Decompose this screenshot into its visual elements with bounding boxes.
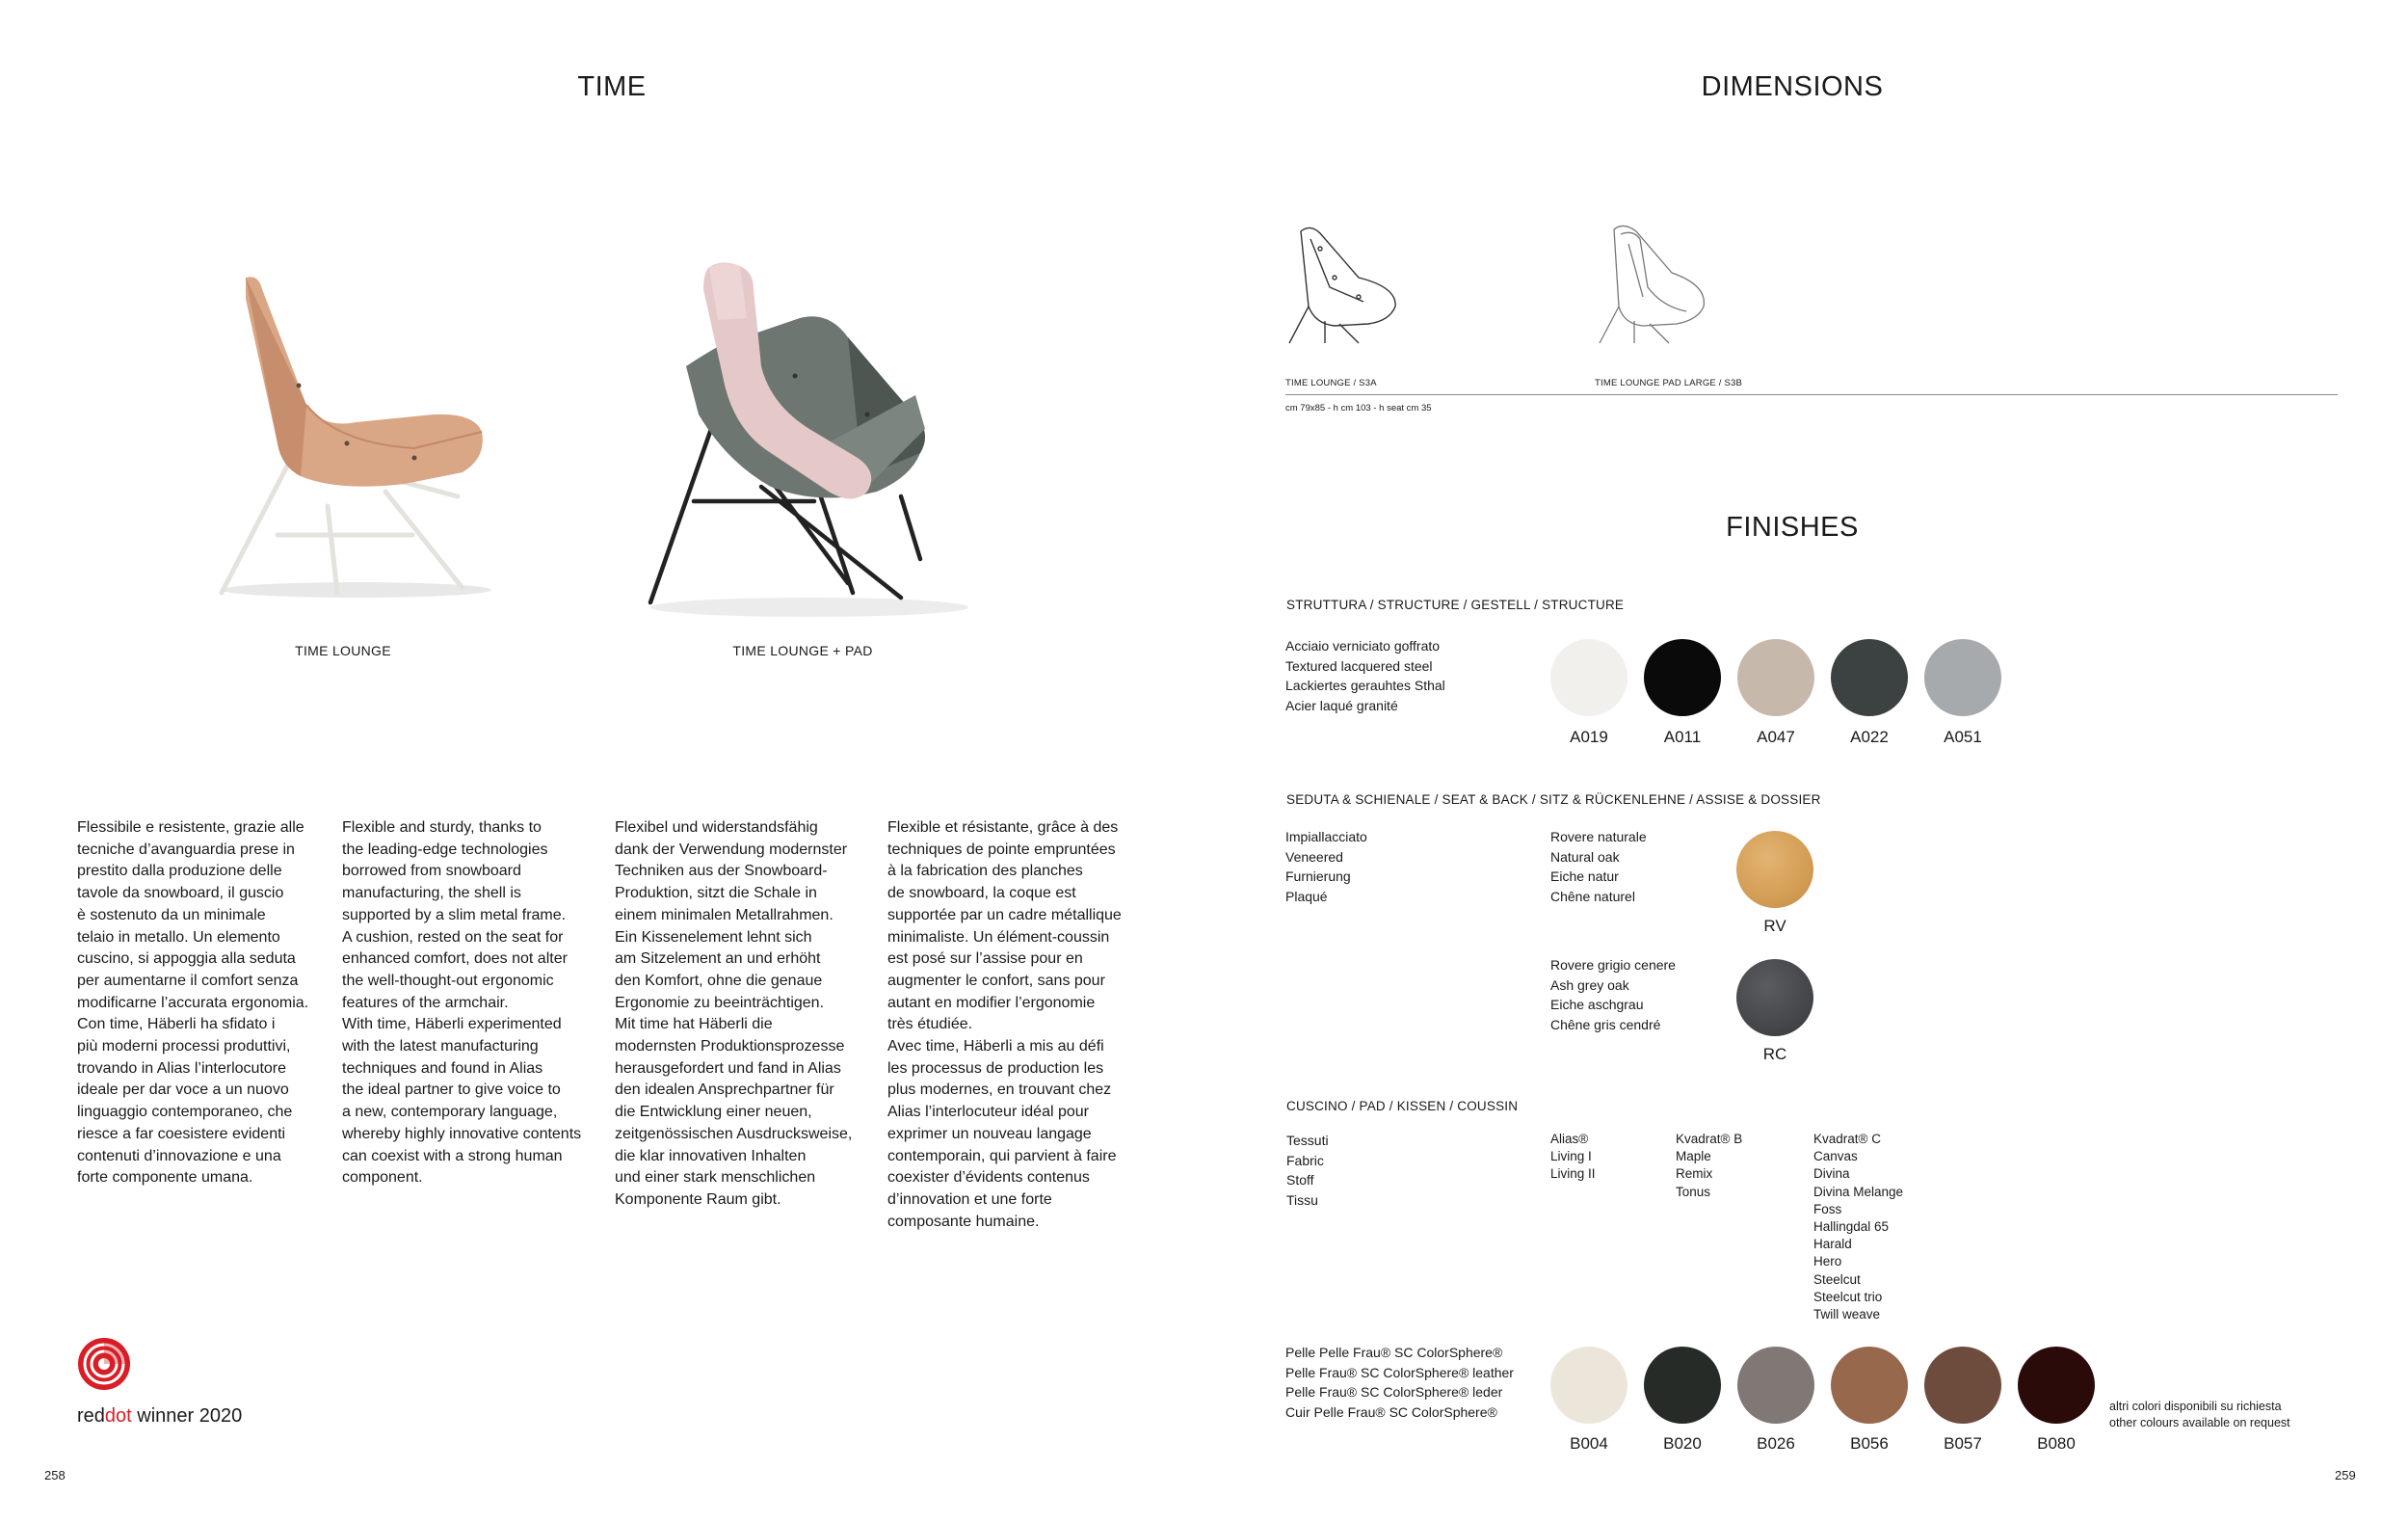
- leather-swatch-b020[interactable]: [1644, 1347, 1721, 1424]
- product-caption: TIME LOUNGE + PAD: [732, 643, 873, 658]
- time-lounge-image: [193, 260, 520, 607]
- cushion-label: CUSCINO / PAD / KISSEN / COUSSIN: [1286, 1099, 1519, 1113]
- dimensions-title: DIMENSIONS: [1701, 71, 1884, 102]
- wood-name-rc: Rovere grigio cenere Ash grey oak Eiche aschgrau Chêne gris cendré: [1550, 957, 1676, 1032]
- fabric-list-kvadrat-b: Kvadrat® B Maple Remix Tonus: [1676, 1132, 1743, 1199]
- finish-swatch-a019[interactable]: [1550, 639, 1627, 716]
- leather-swatch-b056[interactable]: [1831, 1347, 1908, 1424]
- finish-swatch-a051[interactable]: [1924, 639, 2001, 716]
- wood-swatch-rc[interactable]: [1736, 959, 1813, 1036]
- award-brand-dot: dot: [104, 1405, 132, 1427]
- finishes-title: FINISHES: [1726, 512, 1859, 543]
- colors-on-request-note: altri colori disponibili su richiesta other colours available on request: [2109, 1400, 2290, 1429]
- leather-code: B026: [1757, 1434, 1795, 1453]
- page-number-right: 259: [2335, 1468, 2356, 1482]
- cushion-description: Tessuti Fabric Stoff Tissu: [1286, 1133, 1329, 1208]
- award-text: [77, 1405, 242, 1428]
- reddot-logo: [77, 1337, 131, 1391]
- finish-code: A051: [1944, 728, 1982, 746]
- finish-code: A022: [1850, 728, 1889, 746]
- finish-code: A047: [1757, 728, 1795, 746]
- leather-code: B020: [1663, 1434, 1702, 1453]
- fabric-list-alias: Alias® Living I Living II: [1550, 1132, 1596, 1182]
- finish-swatch-a047[interactable]: [1737, 639, 1814, 716]
- finish-code: A011: [1663, 728, 1702, 746]
- award-suffix: winner 2020: [131, 1405, 243, 1427]
- wood-code: RC: [1762, 1045, 1787, 1063]
- award-brand-red: red: [77, 1405, 105, 1427]
- product-caption: TIME LOUNGE: [295, 643, 391, 658]
- leather-swatch-b026[interactable]: [1737, 1347, 1814, 1424]
- dimension-label-s3b: TIME LOUNGE PAD LARGE / S3B: [1595, 378, 1743, 388]
- structure-label: STRUTTURA / STRUCTURE / GESTELL / STRUCTURE: [1286, 598, 1625, 612]
- seat-back-label: SEDUTA & SCHIENALE / SEAT & BACK / SITZ & RÜCKENLEHNE / ASSISE & DOSSIER: [1286, 792, 1821, 807]
- finish-code: A019: [1570, 728, 1608, 746]
- leather-swatch-b004[interactable]: [1550, 1347, 1627, 1424]
- finish-swatch-a022[interactable]: [1831, 639, 1908, 716]
- seat-description: Impiallacciato Veneered Furnierung Plaqué: [1285, 829, 1367, 904]
- leather-code: B004: [1570, 1434, 1608, 1453]
- text-column-french: Flexible et résistante, grâce à des techniques de pointe empruntées à la fabrication des planches de snowboard, la coque est supportée par un cadre métallique minimaliste. Un élément-coussin est posé sur l’assise pour en augmenter le confort, sans pour autant en modifier l’ergonomie très étudiée. Avec time, Häberli a mis au défi les processus de production les plus modernes, en trouvant chez Alias l’interlocuteur idéal pour exprimer un nouveau langage contemporain, qui parvient à faire coexister d’évidents contenus d’innovation et une forte composante humaine.: [887, 819, 1122, 1230]
- finish-swatch-a011[interactable]: [1644, 639, 1721, 716]
- leather-code: B057: [1944, 1434, 1982, 1453]
- leather-description: Pelle Pelle Frau® SC ColorSphere® Pelle Frau® SC ColorSphere® leather Pelle Frau® SC ColorSphere® leder Cuir Pelle Frau® SC ColorSphere®: [1285, 1345, 1514, 1420]
- text-column-german: Flexibel und widerstandsfähig dank der Verwendung modernster Techniken aus der Snowboard- Produktion, sitzt die Schale in einem minimalen Metallrahmen. Ein Kissenelement lehnt sich am Sitzelement an und erhöht den Komfort, ohne die genaue Ergonomie zu beeinträchtigen. Mit time hat Häberli die modernsten Produktionsprozesse herausgefordert und fand in Alias den idealen Ansprechpartner für die Entwicklung einer neuen, zeitgenössischen Ausdrucksweise, die klar innovativen Inhalten und einer stark menschlichen Komponente Raum gibt.: [615, 819, 853, 1208]
- time-lounge-pad-image: [626, 260, 983, 627]
- leather-swatch-b057[interactable]: [1924, 1347, 2001, 1424]
- leather-code: B080: [2037, 1434, 2076, 1453]
- dimensions-divider: [1285, 394, 2338, 395]
- wood-name-rv: Rovere naturale Natural oak Eiche natur Chêne naturel: [1550, 829, 1647, 904]
- page-number-left: 258: [44, 1468, 66, 1482]
- text-column-english: Flexible and sturdy, thanks to the leading-edge technologies borrowed from snowboard manufacturing, the shell is supported by a slim metal frame. A cushion, rested on the seat for enhanced comfort, does not alter the well-thought-out ergonomic features of the armchair. With time, Häberli experimented with the latest manufacturing techniques and found in Alias the ideal partner to give voice to a new, contemporary language, whereby highly innovative contents can coexist with a strong human component.: [342, 819, 582, 1187]
- dimension-label-s3a: TIME LOUNGE / S3A: [1285, 378, 1377, 388]
- leather-swatch-b080[interactable]: [2018, 1347, 2095, 1424]
- structure-description: Acciaio verniciato goffrato Textured lacquered steel Lackiertes gerauhtes Sthal Acier laqué granité: [1285, 638, 1445, 713]
- text-column-italian: Flessibile e resistente, grazie alle tecniche d’avanguardia prese in prestito dalla produzione delle tavole da snowboard, il guscio è sostenuto da un minimale telaio in metallo. Un elemento cuscino, si appoggia alla seduta per aumentarne il comfort senza modificarne l’accurata ergonomia. Con time, Häberli ha sfidato i più moderni processi produttivi, trovando in Alias l’interlocutore ideale per dar voce a un nuovo linguaggio contemporaneo, che riesce a far coesistere evidenti contenuti d’innovazione e una forte componente umana.: [77, 819, 309, 1187]
- dimension-drawing-s3a: [1282, 220, 1407, 345]
- wood-swatch-rv[interactable]: [1736, 831, 1813, 908]
- dimension-size-s3a: cm 79x85 - h cm 103 - h seat cm 35: [1285, 403, 1432, 414]
- wood-code: RV: [1763, 917, 1786, 935]
- page-title: TIME: [577, 71, 647, 102]
- fabric-list-kvadrat-c: Kvadrat® C Canvas Divina Divina Melange Foss Hallingdal 65 Harald Hero Steelcut Steelcut trio Twill weave: [1813, 1132, 1904, 1322]
- dimension-drawing-s3b: [1590, 220, 1715, 345]
- leather-code: B056: [1850, 1434, 1889, 1453]
